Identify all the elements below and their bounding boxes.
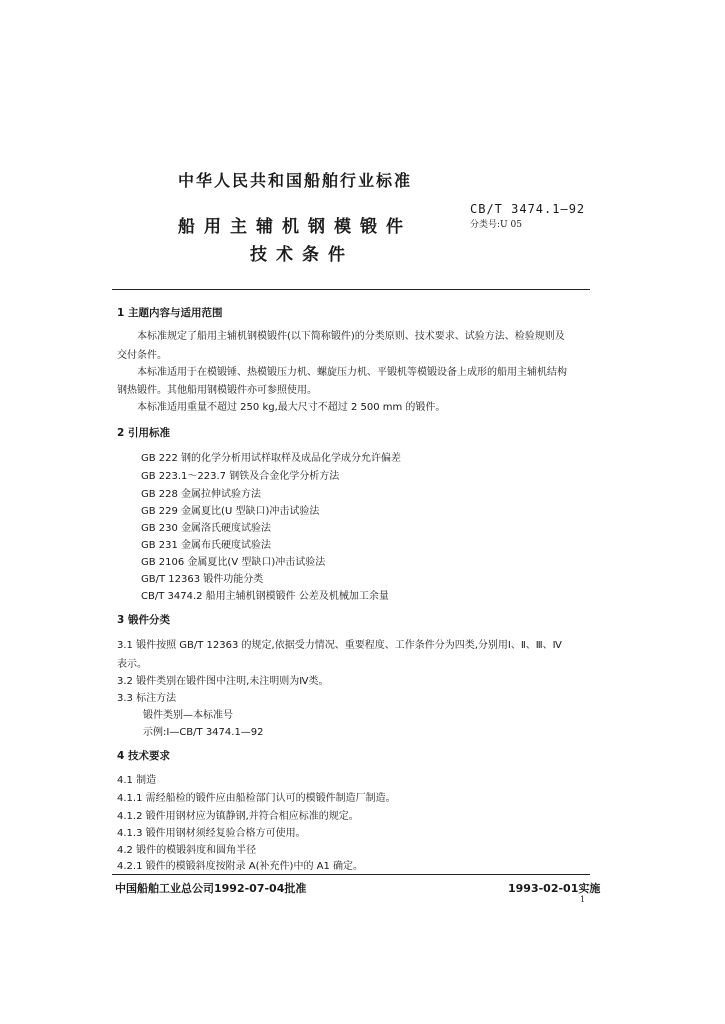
clause-4-1-2: 4.1.2 锻件用钢材应为镇静钢,并符合相应标准的规定。 <box>117 811 359 822</box>
clause-4-2: 4.2 锻件的模锻斜度和圆角半径 <box>117 845 257 856</box>
reference-item: GB/T 12363 锻件功能分类 <box>141 574 264 585</box>
section-2-heading: 2 引用标准 <box>117 427 170 439</box>
reference-item: GB 228 金属拉伸试验方法 <box>141 489 262 500</box>
reference-item: GB 222 钢的化学分析用试样取样及成品化学成分允许偏差 <box>141 453 402 464</box>
clause-4-1: 4.1 制造 <box>117 775 157 786</box>
section-1-paragraph-2-cont: 钢热锻件。其他船用钢模锻件亦可参照使用。 <box>117 385 317 396</box>
section-1-paragraph-1-cont: 交付条件。 <box>117 350 167 361</box>
section-1-heading: 1 主题内容与适用范围 <box>117 307 223 319</box>
marking-example: 示例:Ⅰ—CB/T 3474.1—92 <box>143 727 264 738</box>
section-4-heading: 4 技术要求 <box>117 750 170 762</box>
clause-3-1: 3.1 锻件按照 GB/T 12363 的规定,依据受力情况、重要程度、工作条件分为四类,分别用Ⅰ、Ⅱ、Ⅲ、Ⅳ <box>117 640 562 651</box>
marking-format: 锻件类别—本标准号 <box>143 710 233 721</box>
header-divider <box>112 289 590 290</box>
reference-item: GB 229 金属夏比(U 型缺口)冲击试验法 <box>141 506 320 517</box>
clause-4-1-1: 4.1.1 需经船检的锻件应由船检部门认可的模锻件制造厂制造。 <box>117 793 396 804</box>
reference-item: CB/T 3474.2 船用主辅机钢模锻件 公差及机械加工余量 <box>141 591 389 602</box>
standard-code: CB/T 3474.1—92 <box>470 202 586 216</box>
clause-3-2: 3.2 锻件类别在锻件图中注明,未注明则为Ⅳ类。 <box>117 676 329 687</box>
section-1-paragraph-2: 本标准适用于在模锻锤、热模锻压力机、螺旋压力机、平锻机等模锻设备上成形的船用主辅机结构 <box>137 367 567 378</box>
footer-divider <box>112 874 590 875</box>
reference-item: GB 231 金属布氏硬度试验法 <box>141 540 272 551</box>
reference-item: GB 223.1～223.7 钢铁及合金化学分析方法 <box>141 471 340 482</box>
clause-4-1-3: 4.1.3 锻件用钢材须经复验合格方可使用。 <box>117 828 306 839</box>
reference-item: GB 230 金属洛氏硬度试验法 <box>141 523 272 534</box>
section-3-heading: 3 锻件分类 <box>117 614 170 626</box>
issuing-authority: 中华人民共和国船舶行业标准 <box>178 171 413 190</box>
approval-date: 中国船舶工业总公司1992-07-04批准 <box>115 882 307 895</box>
page-number: 1 <box>580 895 586 904</box>
section-1-paragraph-3: 本标准适用重量不超过 250 kg,最大尺寸不超过 2 500 mm 的锻件。 <box>137 402 446 413</box>
document-subtitle: 技术条件 <box>250 245 354 265</box>
clause-3-1-cont: 表示。 <box>117 659 147 670</box>
reference-item: GB 2106 金属夏比(V 型缺口)冲击试验法 <box>141 557 326 568</box>
clause-3-3: 3.3 标注方法 <box>117 693 177 704</box>
clause-4-2-1: 4.2.1 锻件的模锻斜度按附录 A(补充件)中的 A1 确定。 <box>117 861 364 872</box>
implementation-date: 1993-02-01实施 <box>508 882 601 895</box>
classification-number: 分类号:U 05 <box>470 220 522 230</box>
document-title: 船用主辅机钢模锻件 <box>178 217 412 237</box>
section-1-paragraph-1: 本标准规定了船用主辅机钢模锻件(以下简称锻件)的分类原则、技术要求、试验方法、检验规则及 <box>137 331 565 342</box>
